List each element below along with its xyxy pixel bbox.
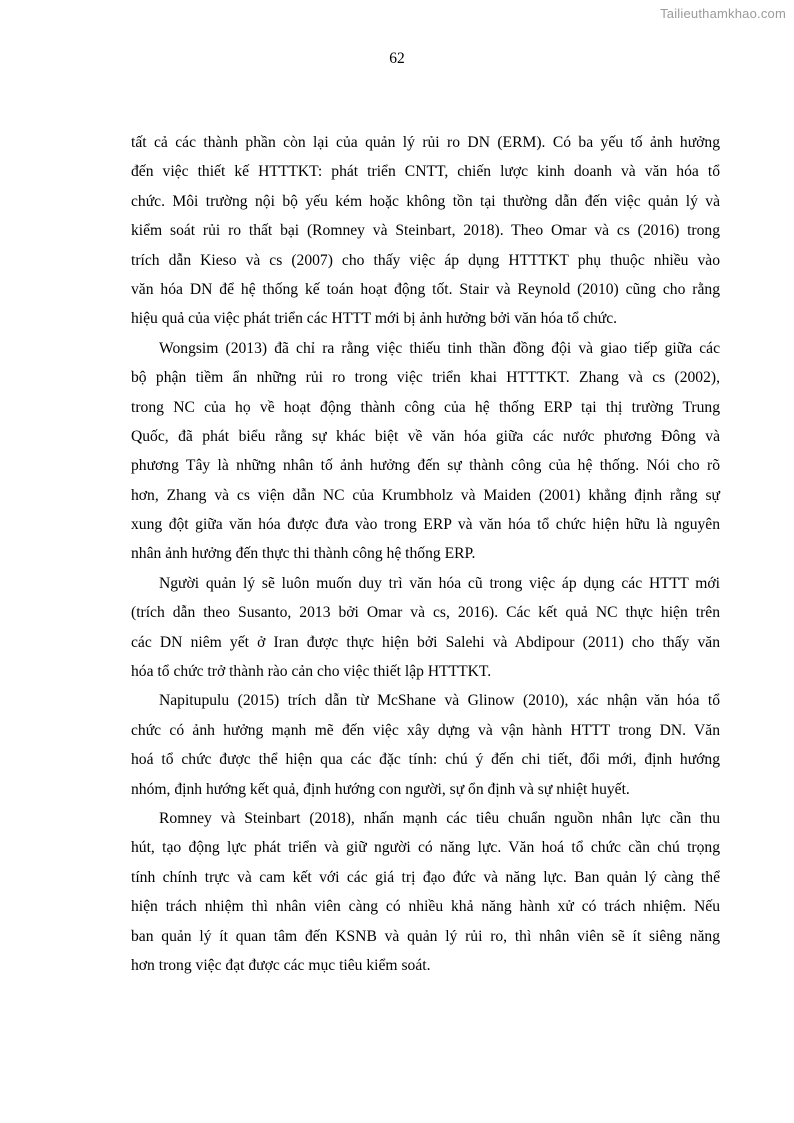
- text-line: bộ phận tiềm ẩn những rủi ro trong việc triển khai HTTTKT. Zhang và cs (2002),: [131, 369, 720, 387]
- text-line: Romney và Steinbart (2018), nhấn mạnh các tiêu chuẩn nguồn nhân lực cần thu: [159, 809, 720, 827]
- text-line: xung đột giữa văn hóa được đưa vào trong ERP và văn hóa tổ chức hiện hữu là nguyên: [131, 516, 720, 534]
- text-line: hiệu quả của việc phát triển các HTTT mới bị ảnh hưởng bởi văn hóa tổ chức.: [131, 310, 618, 328]
- text-line: trong NC của họ về hoạt động thành công của hệ thống ERP tại thị trường Trung: [131, 398, 720, 416]
- text-line: trích dẫn Kieso và cs (2007) cho thấy việc áp dụng HTTTKT phụ thuộc nhiều vào: [131, 251, 720, 269]
- text-line: hút, tạo động lực phát triển và giữ người có năng lực. Văn hoá tổ chức cần chú trọng: [131, 839, 720, 857]
- text-line: ban quản lý ít quan tâm đến KSNB và quản lý rủi ro, thì nhân viên sẽ ít siêng năng: [131, 927, 720, 945]
- text-line: Người quản lý sẽ luôn muốn duy trì văn hóa cũ trong việc áp dụng các HTTT mới: [159, 574, 720, 592]
- text-line: nhóm, định hướng kết quả, định hướng con người, sự ổn định và sự nhiệt huyết.: [131, 780, 630, 798]
- text-line: hiện trách nhiệm thì nhân viên càng có nhiều khả năng hành xử có trách nhiệm. Nếu: [131, 898, 720, 916]
- text-line: nhân ảnh hưởng đến thực thi thành công hệ thống ERP.: [131, 545, 476, 563]
- text-line: hơn, Zhang và cs viện dẫn NC của Krumbholz và Maiden (2001) khẳng định rằng sự: [131, 486, 720, 504]
- body-text: [131, 128, 720, 980]
- paragraph-4: [131, 686, 720, 804]
- text-line: chức có ảnh hưởng mạnh mẽ đến việc xây dựng và vận hành HTTT trong DN. Văn: [131, 721, 720, 739]
- paragraph-1: [131, 128, 720, 334]
- paragraph-5: [131, 804, 720, 980]
- paragraph-2: [131, 334, 720, 569]
- paragraph-3: [131, 569, 720, 687]
- text-line: chức. Môi trường nội bộ yếu kém hoặc không tồn tại thường dẫn đến việc quản lý và: [131, 192, 720, 210]
- text-line: tất cả các thành phần còn lại của quản lý rủi ro DN (ERM). Có ba yếu tố ảnh hưởng: [131, 134, 720, 151]
- text-line: (trích dẫn theo Susanto, 2013 bởi Omar và cs, 2016). Các kết quả NC thực hiện trên: [131, 604, 720, 622]
- text-line: đến việc thiết kế HTTTKT: phát triển CNTT, chiến lược kinh doanh và văn hóa tổ: [131, 163, 720, 181]
- text-line: tính chính trực và cam kết với các giá trị đạo đức và năng lực. Ban quản lý càng thể: [131, 868, 720, 886]
- text-line: văn hóa DN để hệ thống kế toán hoạt động tốt. Stair và Reynold (2010) cũng cho rằng: [131, 280, 720, 298]
- text-line: Wongsim (2013) đã chỉ ra rằng việc thiếu tinh thần đồng đội và giao tiếp giữa các: [159, 339, 720, 357]
- watermark-text: Tailieuthamkhao.com: [660, 6, 786, 21]
- text-line: Napitupulu (2015) trích dẫn từ McShane và Glinow (2010), xác nhận văn hóa tổ: [159, 692, 720, 710]
- text-line: hoá tổ chức được thể hiện qua các đặc tính: chú ý đến chi tiết, đổi mới, định hướng: [131, 751, 720, 769]
- text-line: kiểm soát rủi ro thất bại (Romney và Steinbart, 2018). Theo Omar và cs (2016) trong: [131, 222, 720, 240]
- page-number: 62: [389, 50, 405, 67]
- text-line: phương Tây là những nhân tố ảnh hưởng đến sự thành công của hệ thống. Nói cho rõ: [131, 457, 720, 475]
- text-line: hóa tổ chức trở thành rào cản cho việc thiết lập HTTTKT.: [131, 663, 492, 681]
- text-line: Quốc, đã phát biểu rằng sự khác biệt về văn hóa giữa các nước phương Đông và: [131, 427, 720, 445]
- text-line: hơn trong việc đạt được các mục tiêu kiểm soát.: [131, 956, 431, 974]
- text-line: các DN niêm yết ở Iran được thực hiện bởi Salehi và Abdipour (2011) cho thấy văn: [131, 633, 720, 651]
